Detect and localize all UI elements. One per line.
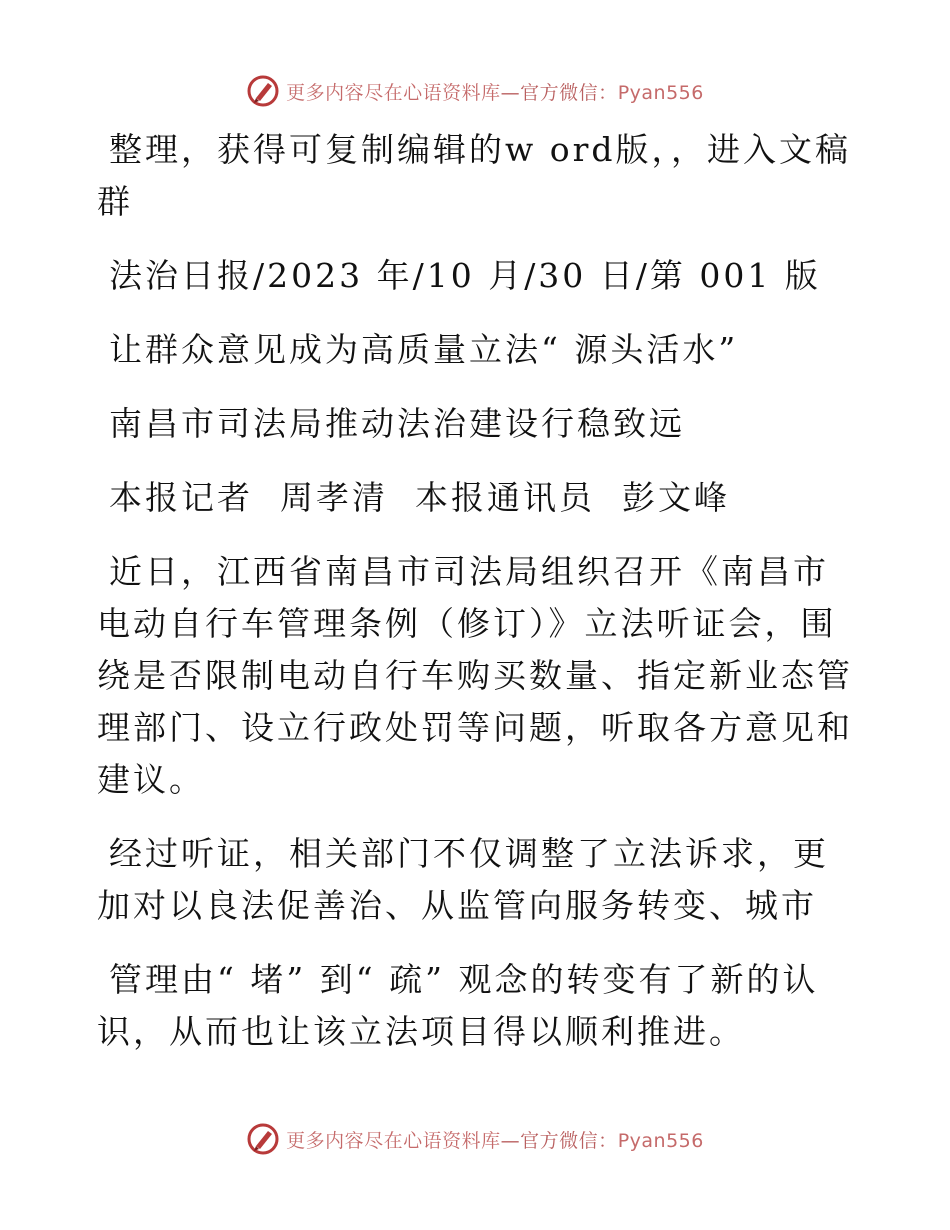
pen-logo-icon [246,74,280,108]
watermark-wechat-id: Pyan556 [617,1129,704,1152]
header-watermark [0,71,950,111]
watermark-separator: —官方微信： [500,81,618,104]
article-headline: 让群众意见成为高质量立法“ 源头活水” [109,330,739,369]
watermark-main: 更多内容尽在心语资料库 [286,1129,501,1152]
paragraph-intro-note: 整理，获得可复制编辑的w ord版，，进入文稿群 [97,130,852,221]
article-subheadline: 南昌市司法局推动法治建设行稳致远 [109,404,685,443]
watermark-main: 更多内容尽在心语资料库 [286,81,501,104]
pen-logo-icon [246,1122,280,1156]
watermark-text [286,1126,704,1153]
paragraph-source-line: 法治日报/2023 年/10 月/30 日/第 001 版 [109,256,821,295]
watermark-text [286,78,704,105]
watermark-wechat-id: Pyan556 [617,81,704,104]
document-body [97,124,857,1080]
article-byline: 本报记者 周孝清 本报通讯员 彭文峰 [109,478,730,517]
article-paragraph: 经过听证，相关部门不仅调整了立法诉求，更加对以良法促善治、从监管向服务转变、城市 [97,834,829,925]
article-paragraph: 管理由“ 堵” 到“ 疏” 观念的转变有了新的认识，从而也让该立法项目得以顺利推进。 [97,960,819,1051]
watermark-separator: —官方微信： [500,1129,618,1152]
article-paragraph: 近日，江西省南昌市司法局组织召开《南昌市电动自行车管理条例（修订）》立法听证会，围绕是否限制电动自行车购买数量、指定新业态管理部门、设立行政处罚等问题，听取各方意见和建议。 [97,552,853,799]
footer-watermark [0,1119,950,1159]
